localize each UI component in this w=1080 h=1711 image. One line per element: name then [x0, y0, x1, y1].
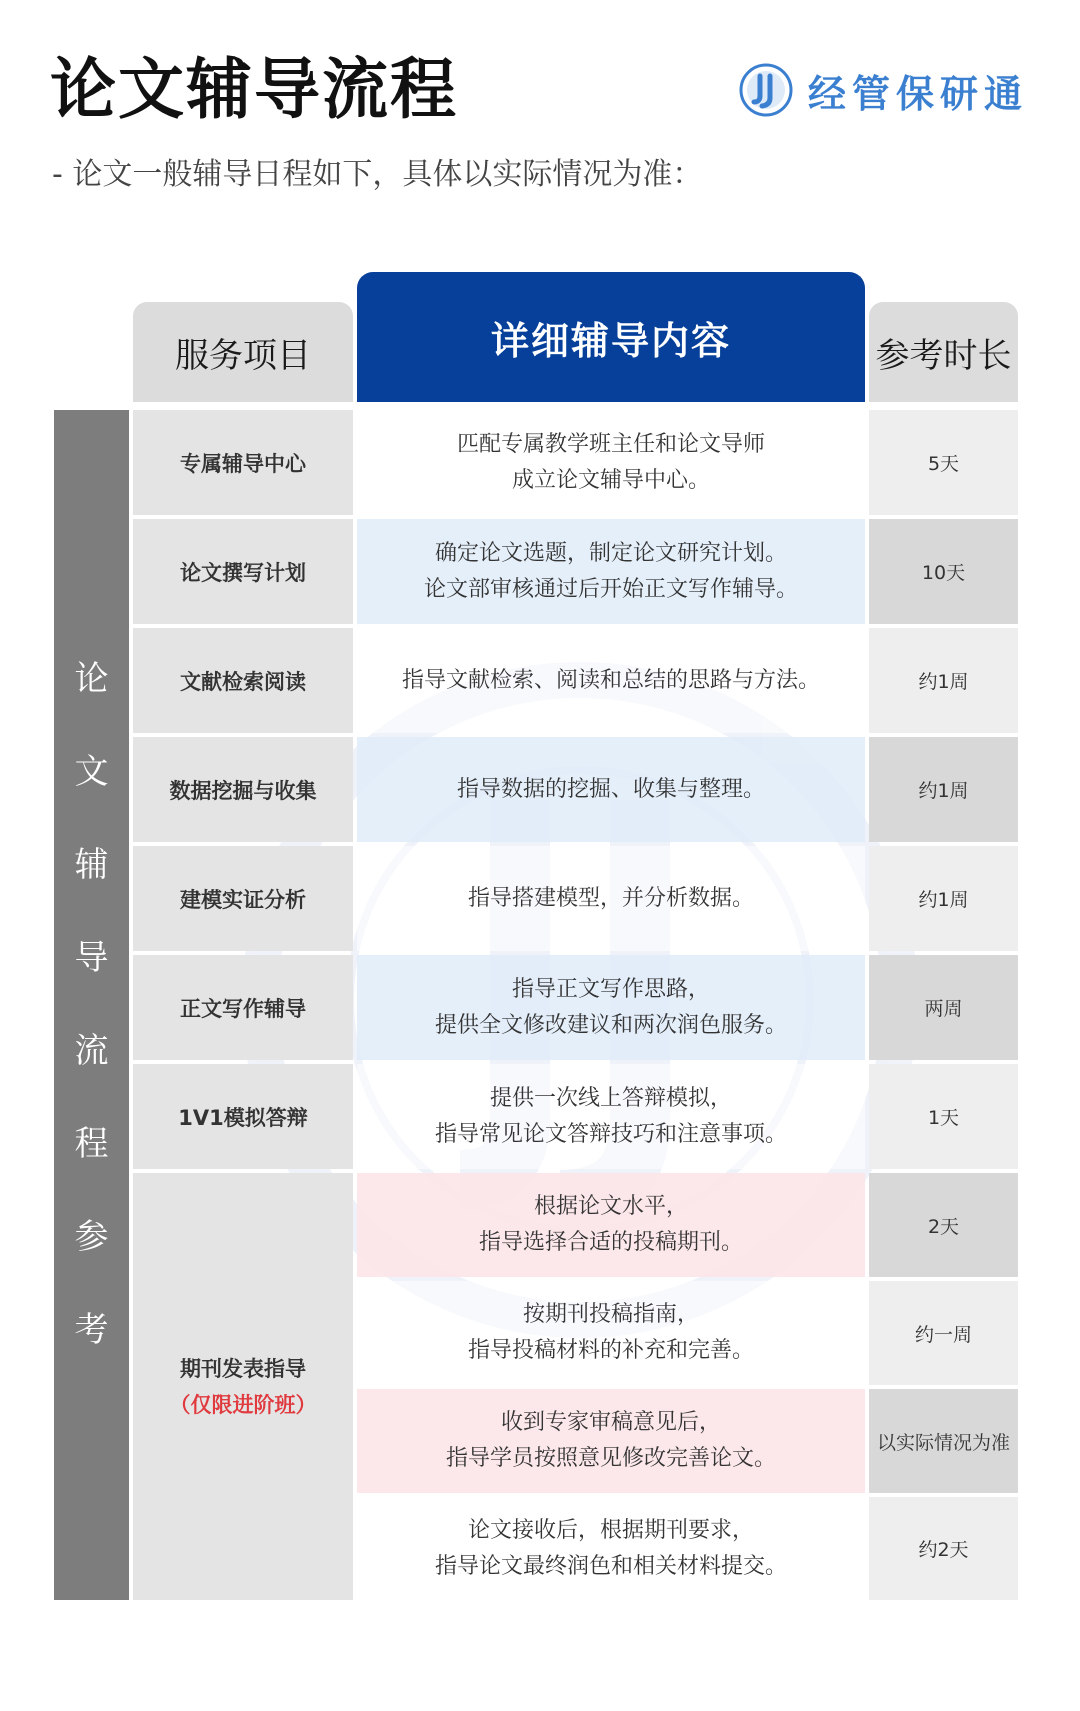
table-row-time: 10天 — [869, 519, 1018, 624]
side-label-char: 考 — [74, 1310, 109, 1350]
journal-service-cell — [133, 1173, 353, 1600]
table-row-time: 1天 — [869, 1064, 1018, 1169]
detail-line: 指导学员按照意见修改完善论文。 — [445, 1446, 776, 1471]
journal-row-detail — [357, 1389, 865, 1493]
table-row-time: 约1周 — [869, 628, 1018, 733]
table-row-service: 正文写作辅导 — [133, 955, 353, 1060]
side-label-char: 导 — [74, 938, 109, 978]
journal-row-time: 约2天 — [869, 1497, 1018, 1600]
detail-line: 收到专家审稿意见后， — [500, 1410, 721, 1435]
table-row-time: 5天 — [869, 410, 1018, 515]
detail-line: 成立论文辅导中心。 — [511, 467, 710, 493]
side-label-char: 辅 — [74, 845, 109, 885]
journal-service-label: 期刊发表指导 — [180, 1356, 306, 1381]
side-label-char: 程 — [74, 1124, 109, 1164]
detail-line: 提供全文修改建议和两次润色服务。 — [434, 1012, 787, 1038]
table-row-detail — [357, 519, 865, 624]
side-label-char: 文 — [74, 752, 109, 792]
table-row-time: 两周 — [869, 955, 1018, 1060]
table-row-service: 文献检索阅读 — [133, 628, 353, 733]
journal-row-detail — [357, 1497, 865, 1600]
table-row-time: 约1周 — [869, 846, 1018, 951]
detail-line: 按期刊投稿指南， — [522, 1302, 699, 1327]
detail-line: 匹配专属教学班主任和论文导师 — [456, 431, 765, 457]
table-row-service: 数据挖掘与收集 — [133, 737, 353, 842]
page-title: 论文辅导流程 — [50, 51, 458, 128]
table-row-detail — [357, 628, 865, 733]
side-label-bar — [54, 410, 129, 1600]
table-row-service: 建模实证分析 — [133, 846, 353, 951]
side-label-char: 参 — [74, 1217, 109, 1257]
table-row-detail — [357, 410, 865, 515]
detail-line: 提供一次线上答辩模拟， — [489, 1085, 732, 1111]
detail-line: 指导正文写作思路， — [511, 976, 710, 1002]
column-header-time: 参考时长 — [869, 302, 1018, 402]
detail-line: 指导选择合适的投稿期刊。 — [478, 1230, 743, 1255]
detail-line: 根据论文水平， — [533, 1194, 688, 1219]
detail-line: 论文部审核通过后开始正文写作辅导。 — [423, 576, 798, 602]
detail-line: 确定论文选题，制定论文研究计划。 — [434, 540, 787, 566]
detail-line: 指导论文最终润色和相关材料提交。 — [434, 1553, 787, 1579]
journal-row-detail — [357, 1173, 865, 1277]
brand-logo — [738, 62, 1028, 118]
journal-row-time: 2天 — [869, 1173, 1018, 1277]
table-row-service: 专属辅导中心 — [133, 410, 353, 515]
detail-line: 指导常见论文答辩技巧和注意事项。 — [434, 1121, 787, 1147]
journal-row-time: 约一周 — [869, 1281, 1018, 1385]
journal-row-detail — [357, 1281, 865, 1385]
detail-line: 指导数据的挖掘、收集与整理。 — [456, 776, 765, 802]
table-row-detail — [357, 1064, 865, 1169]
table-row-detail — [357, 955, 865, 1060]
table-row-detail — [357, 737, 865, 842]
column-header-service: 服务项目 — [133, 302, 353, 402]
subtitle: - 论文一般辅导日程如下，具体以实际情况为准： — [52, 157, 703, 192]
detail-line: 指导投稿材料的补充和完善。 — [467, 1338, 754, 1363]
detail-line: 论文接收后，根据期刊要求， — [467, 1517, 754, 1543]
journal-service-note: （仅限进阶班） — [169, 1392, 317, 1417]
table-row-time: 约1周 — [869, 737, 1018, 842]
table-row-service: 论文撰写计划 — [133, 519, 353, 624]
detail-line: 指导搭建模型，并分析数据。 — [467, 885, 754, 911]
brand-logo-icon — [738, 62, 794, 118]
side-label-char: 论 — [74, 659, 109, 699]
table-row-detail — [357, 846, 865, 951]
journal-row-time: 以实际情况为准 — [869, 1389, 1018, 1493]
table-row-service: 1V1模拟答辩 — [133, 1064, 353, 1169]
column-header-detail: 详细辅导内容 — [357, 272, 865, 402]
side-label-char: 流 — [74, 1031, 109, 1071]
detail-line: 指导文献检索、阅读和总结的思路与方法。 — [401, 667, 820, 693]
brand-logo-text: 经管保研通 — [808, 70, 1029, 116]
